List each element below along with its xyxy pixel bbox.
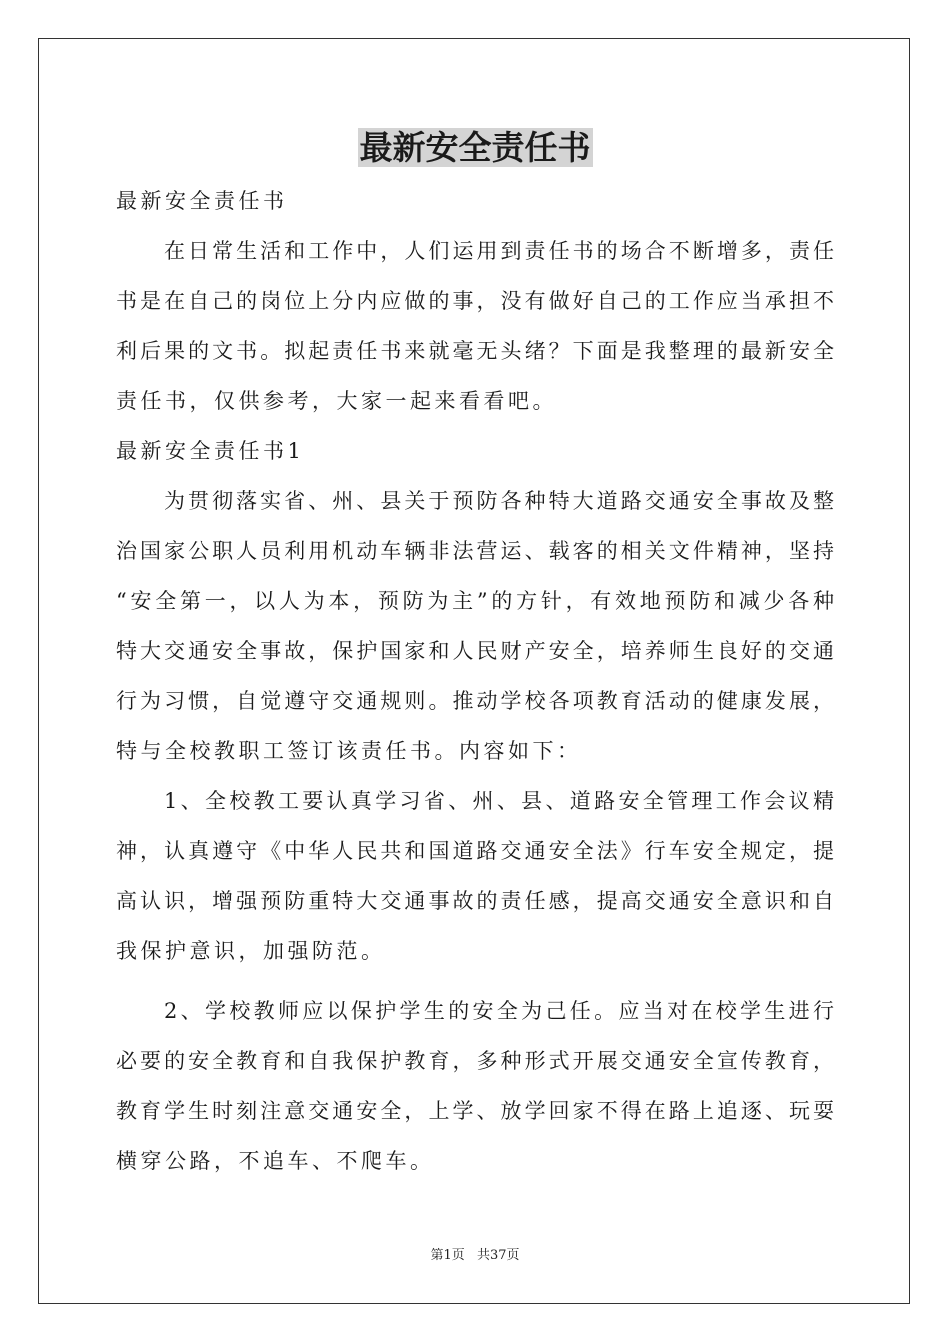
- page-footer: [0, 1247, 950, 1265]
- document-title-text: 最新安全责任书: [359, 128, 591, 167]
- document-body: [116, 176, 834, 1186]
- paragraph-line: 治国家公职人员利用机动车辆非法营运、载客的相关文件精神，坚持: [116, 539, 834, 563]
- document-title: [0, 126, 950, 170]
- paragraph-line: 教育学生时刻注意交通安全，上学、放学回家不得在路上追逐、玩耍: [116, 1099, 834, 1123]
- paragraph-line: 特大交通安全事故，保护国家和人民财产安全，培养师生良好的交通: [116, 639, 834, 663]
- paragraph-line: 横穿公路，不追车、不爬车。: [116, 1149, 435, 1173]
- paragraph-line: 利后果的文书。拟起责任书来就毫无头绪？下面是我整理的最新安全: [116, 339, 834, 363]
- paragraph-line: 责任书，仅供参考，大家一起来看看吧。: [116, 389, 557, 413]
- paragraph-line: 2、学校教师应以保护学生的安全为己任。应当对在校学生进行: [164, 999, 834, 1023]
- paragraph-line: 在日常生活和工作中，人们运用到责任书的场合不断增多，责任: [164, 239, 834, 263]
- paragraph-line: 高认识，增强预防重特大交通事故的责任感，提高交通安全意识和自: [116, 889, 834, 913]
- paragraph-line: 行为习惯，自觉遵守交通规则。推动学校各项教育活动的健康发展，: [116, 689, 834, 713]
- paragraph-line: “安全第一，以人为本，预防为主”的方针，有效地预防和减少各种: [116, 589, 834, 613]
- paragraph-line: 书是在自己的岗位上分内应做的事，没有做好自己的工作应当承担不: [116, 289, 834, 313]
- paragraph-line: 为贯彻落实省、州、县关于预防各种特大道路交通安全事故及整: [164, 489, 834, 513]
- paragraph-line: 神，认真遵守《中华人民共和国道路交通安全法》行车安全规定，提: [116, 839, 834, 863]
- paragraph-line: 特与全校教职工签订该责任书。内容如下：: [116, 739, 582, 763]
- paragraph-line: 1、全校教工要认真学习省、州、县、道路安全管理工作会议精: [164, 789, 834, 813]
- subtitle-line: 最新安全责任书: [116, 189, 288, 213]
- paragraph-line: 必要的安全教育和自我保护教育，多种形式开展交通安全宣传教育，: [116, 1049, 834, 1073]
- page-total: 共37页: [476, 1248, 520, 1263]
- paragraph-line: 我保护意识，加强防范。: [116, 939, 386, 963]
- paragraph-gap: [116, 976, 834, 986]
- section-heading: 最新安全责任书1: [116, 439, 305, 463]
- page-number: 第1页: [430, 1248, 465, 1263]
